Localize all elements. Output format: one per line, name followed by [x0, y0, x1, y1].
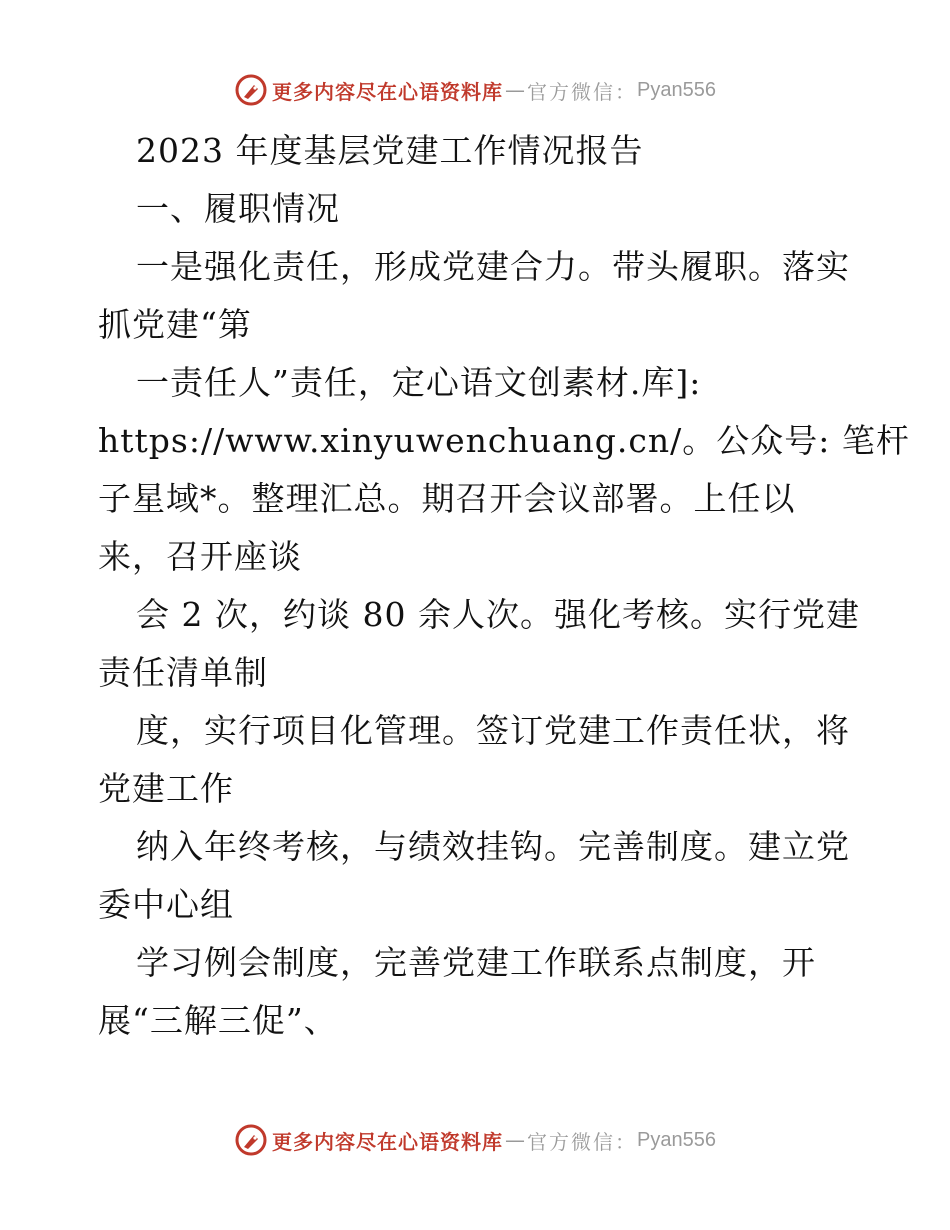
paragraph-line: 子星域*。整理汇总。期召开会议部署。上任以: [98, 479, 796, 518]
banner-wechat-label: 官方微信：: [527, 79, 638, 104]
pen-nib-logo-icon: [234, 1123, 268, 1157]
banner-site-text: 更多内容尽在心语资料库: [272, 79, 504, 104]
paragraph-line: 学习例会制度，完善党建工作联系点制度，开: [136, 943, 816, 982]
paragraph-line: 度，实行项目化管理。签订党建工作责任状，将: [136, 711, 850, 750]
paragraph-line: 展“三解三促”、: [98, 1001, 338, 1040]
section-heading: 一、履职情况: [136, 189, 340, 228]
footer-banner: [0, 1118, 950, 1162]
banner-site-text: 更多内容尽在心语资料库: [272, 1129, 504, 1154]
paragraph-line: 责任清单制: [98, 653, 268, 692]
paragraph-line: 一责任人”责任，定心语文创素材.库]:: [136, 363, 702, 402]
paragraph-line: 一是强化责任，形成党建合力。带头履职。落实: [136, 247, 850, 286]
banner-wechat-id: Pyan556: [637, 1128, 716, 1151]
paragraph-line: 纳入年终考核，与绩效挂钩。完善制度。建立党: [136, 827, 850, 866]
banner-wechat-id: Pyan556: [637, 78, 716, 101]
paragraph-line: 党建工作: [98, 769, 234, 808]
paragraph-line: 委中心组: [98, 885, 234, 924]
document-body: [98, 122, 910, 1050]
pen-nib-logo-icon: [234, 73, 268, 107]
paragraph-line: https://www.xinyuwenchuang.cn/。公众号: 笔杆: [98, 421, 910, 460]
paragraph-line: 来，召开座谈: [98, 537, 302, 576]
paragraph-line: 会 2 次，约谈 80 余人次。强化考核。实行党建: [136, 595, 860, 634]
header-banner: [0, 68, 950, 112]
paragraph-line: 抓党建“第: [98, 305, 252, 344]
document-title: 2023 年度基层党建工作情况报告: [136, 131, 644, 170]
banner-dash: —: [505, 78, 526, 102]
banner-dash: —: [505, 1128, 526, 1152]
banner-wechat-label: 官方微信：: [527, 1129, 638, 1154]
